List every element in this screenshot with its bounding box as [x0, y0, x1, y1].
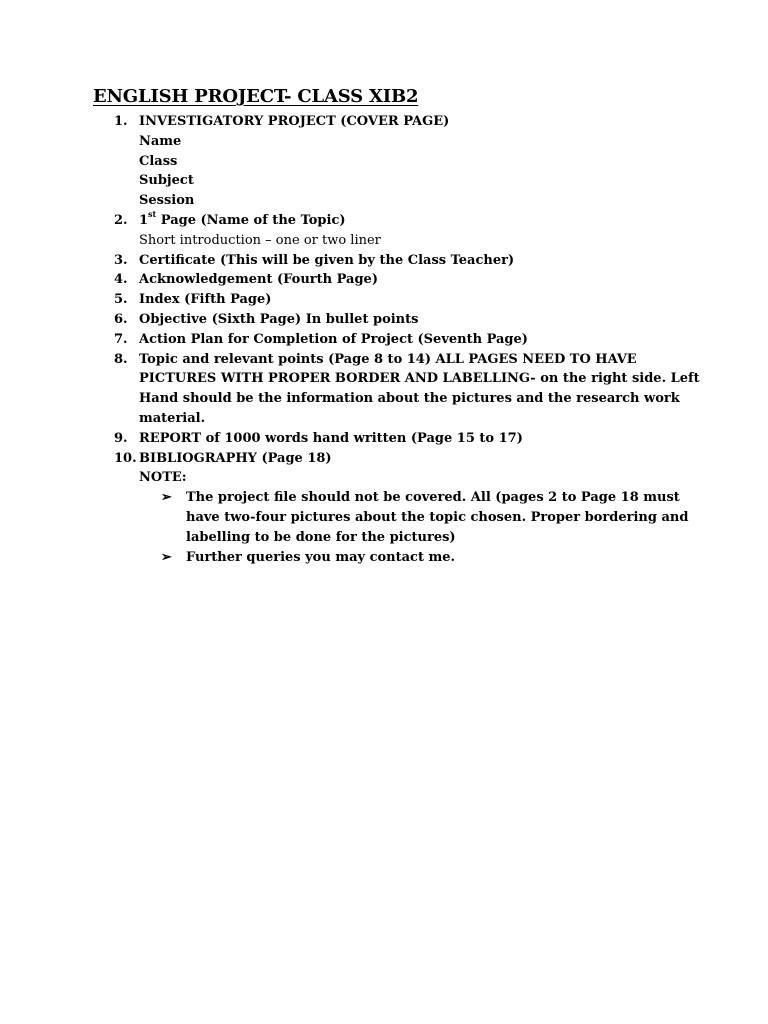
sub-item — [0, 132, 768, 152]
note-bullet — [0, 548, 768, 568]
list-item — [0, 290, 768, 310]
list-item — [0, 449, 768, 469]
note-heading — [0, 468, 768, 488]
instruction-list — [0, 112, 768, 567]
item-text: Objective (Sixth Page) In bullet points — [139, 311, 419, 327]
item-note — [0, 231, 768, 251]
item-text-rest: Page (Name of the Topic) — [156, 212, 346, 228]
item-text: REPORT of 1000 words hand written (Page 15 to 17) — [139, 430, 523, 446]
sub-item-text: Subject — [139, 173, 194, 189]
item-number: 9. — [114, 430, 128, 446]
ordinal-suffix: st — [148, 208, 157, 219]
list-item — [0, 270, 768, 290]
item-text-line: Hand should be the information about the pictures and the research work — [139, 391, 680, 407]
item-text: Acknowledgement (Fourth Page) — [139, 272, 378, 288]
item-text: INVESTIGATORY PROJECT (COVER PAGE) — [139, 114, 450, 129]
note-label: NOTE: — [139, 470, 187, 486]
list-item-continuation — [0, 389, 768, 409]
item-number: 7. — [114, 331, 128, 347]
note-bullet-line: have two-four pictures about the topic chosen. Proper bordering and — [186, 509, 689, 525]
item-text: Index (Fifth Page) — [139, 292, 272, 308]
sub-item-text: Session — [139, 193, 195, 209]
ordinal-number: 1 — [139, 212, 149, 228]
note-bullet-continuation — [0, 508, 768, 528]
sub-item-text: Name — [139, 133, 182, 149]
item-text: Certificate (This will be given by the Class Teacher) — [139, 252, 515, 268]
list-item — [0, 112, 768, 132]
item-text: Action Plan for Completion of Project (Seventh Page) — [139, 331, 528, 347]
item-number: 1. — [114, 114, 128, 129]
item-number: 10. — [114, 450, 137, 466]
item-text-line: material. — [139, 410, 206, 426]
sub-item-text: Class — [139, 153, 178, 169]
item-number: 4. — [114, 272, 128, 288]
sub-item — [0, 191, 768, 211]
item-number: 5. — [114, 292, 128, 308]
list-item — [0, 429, 768, 449]
note-bullet-line: The project file should not be covered. All (pages 2 to Page 18 must — [186, 490, 680, 506]
item-number: 8. — [114, 351, 128, 367]
page-title: ENGLISH PROJECT- CLASS XIB2 — [93, 86, 419, 107]
item-text: BIBLIOGRAPHY (Page 18) — [139, 450, 332, 466]
item-number: 3. — [114, 252, 128, 268]
list-item — [0, 350, 768, 370]
item-text-line: Topic and relevant points (Page 8 to 14) ALL PAGES NEED TO HAVE — [139, 351, 637, 367]
item-text — [139, 208, 346, 231]
list-item — [0, 251, 768, 271]
note-bullet-continuation — [0, 528, 768, 548]
item-text-line: PICTURES WITH PROPER BORDER AND LABELLING- on the right side. Left — [139, 371, 700, 387]
note-bullet — [0, 488, 768, 508]
list-item-continuation — [0, 409, 768, 429]
sub-item — [0, 152, 768, 172]
item-number: 2. — [114, 212, 128, 228]
item-note-text: Short introduction – one or two liner — [139, 232, 381, 248]
arrow-bullet-icon: ➢ — [161, 549, 172, 565]
note-bullet-line: labelling to be done for the pictures) — [186, 529, 456, 545]
list-item — [0, 330, 768, 350]
note-bullet-line: Further queries you may contact me. — [186, 549, 456, 565]
item-number: 6. — [114, 311, 128, 327]
list-item-continuation — [0, 369, 768, 389]
arrow-bullet-icon: ➢ — [161, 490, 172, 506]
sub-item — [0, 171, 768, 191]
list-item — [0, 208, 768, 231]
list-item — [0, 310, 768, 330]
